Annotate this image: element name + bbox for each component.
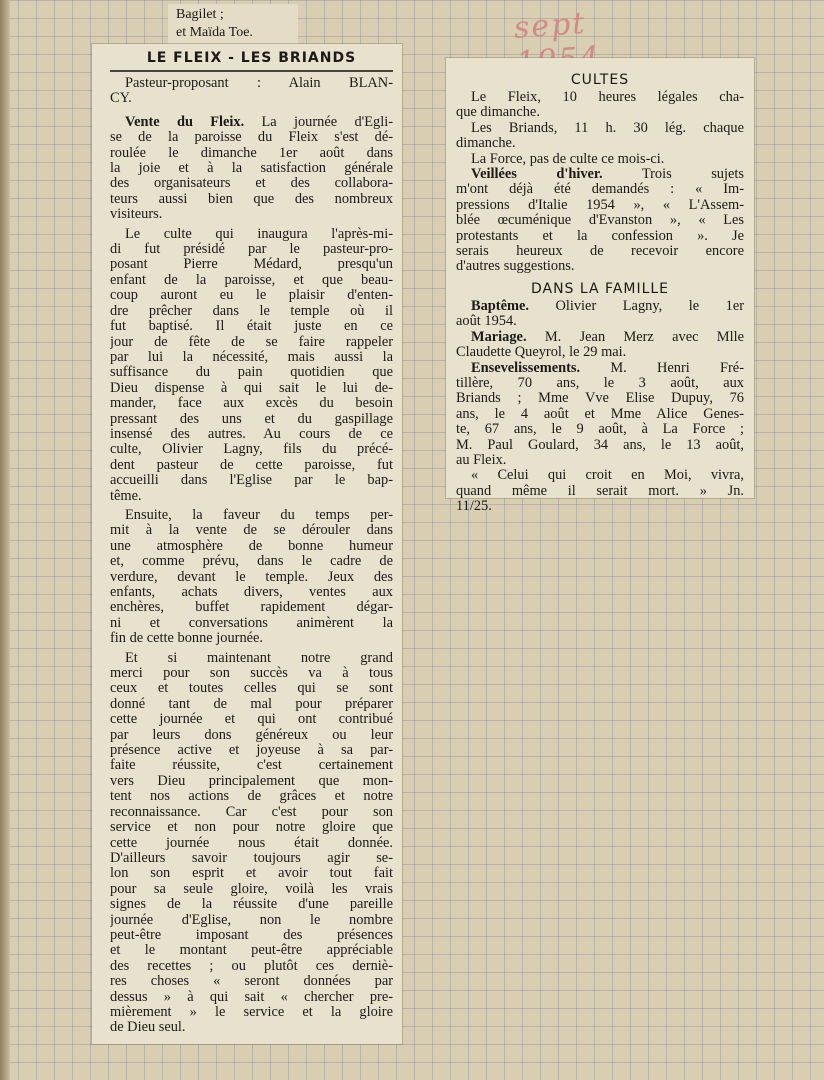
text-line: des organisateurs et des collabora- bbox=[110, 176, 393, 192]
mariage-first-line bbox=[456, 330, 744, 345]
famille-body bbox=[456, 299, 744, 515]
paragraph-1 bbox=[110, 130, 393, 226]
text-line: mièrement » le service et la gloire bbox=[110, 1004, 393, 1020]
text-line: ni et conversations animèrent la bbox=[110, 615, 393, 631]
text-line: te, 67 ans, le 9 août, à La Force ; bbox=[456, 422, 744, 438]
text-line: Le Fleix, 10 heures légales cha- bbox=[471, 90, 744, 105]
text-line: peut-être imposant des présences bbox=[110, 927, 393, 943]
text-line: enfants, achats divers, ventes aux bbox=[110, 585, 393, 600]
text-line: ans, le 4 août et Mme Alice Genes- bbox=[456, 406, 744, 422]
text-line: accueilli dans l'Eglise par le bap- bbox=[110, 473, 393, 489]
text-line: verdure, devant le temple. Jeux des bbox=[110, 569, 393, 585]
text-line: dre prêcher dans le temple où il bbox=[110, 303, 393, 319]
text-line: dimanche. bbox=[456, 136, 516, 152]
text-line: roulée le dimanche 1er août dans bbox=[110, 145, 393, 161]
paragraph-2 bbox=[110, 227, 393, 508]
text-line: Les Briands, 11 h. 30 lég. chaque bbox=[471, 120, 744, 136]
text-line: Ensuite, la faveur du temps per- bbox=[125, 507, 393, 523]
mariage-paragraph bbox=[456, 345, 744, 360]
article-title: LE FLEIX - LES BRIANDS bbox=[146, 50, 357, 66]
paragraph-lead: Veillées d'hiver. bbox=[471, 167, 603, 183]
bapteme-first-line bbox=[456, 299, 744, 314]
text-line: et, comme prévu, dans le cadre de bbox=[110, 554, 393, 570]
text-line: res choses « seront données par bbox=[110, 974, 393, 990]
text-line: une atmosphère de bonne humeur bbox=[110, 538, 393, 554]
text-line: di fut présidé par le pasteur-pro- bbox=[110, 242, 393, 258]
veillees-first-line bbox=[456, 167, 744, 182]
text-line: de Dieu seul. bbox=[110, 1020, 186, 1036]
paragraph-lead: Ensevelissements. bbox=[471, 360, 581, 376]
text-line: La Force, pas de culte ce mois-ci. bbox=[471, 151, 665, 167]
text-line: se de la paroisse du Fleix s'est dé- bbox=[110, 130, 393, 146]
text-line: quand même il serait mort. » Jn. bbox=[456, 483, 744, 499]
text-line: Claudette Queyrol, le 29 mai. bbox=[456, 345, 627, 361]
paragraph-1-first-line bbox=[110, 115, 393, 130]
text-line: pressant des uns et du gaspillage bbox=[110, 411, 393, 427]
text-line: enfant de la paroisse, et que beau- bbox=[110, 272, 393, 288]
header-clipping bbox=[168, 4, 298, 44]
text-line: vers Dieu principalement que mon- bbox=[110, 773, 393, 789]
text-line: journée d'Eglise, non le nombre bbox=[110, 912, 393, 928]
text-line: cette journée et qui ont contribué bbox=[110, 712, 393, 728]
paragraph-lead: Vente du Fleix. bbox=[125, 114, 245, 130]
text-line: enchères, buffet rapidement dégar- bbox=[110, 600, 393, 616]
text-line: « Celui qui croit en Moi, vivra, bbox=[471, 468, 744, 484]
section-title-cultes: CULTES bbox=[570, 72, 630, 88]
text-line: serais heureux de recevoir encore bbox=[456, 244, 744, 260]
paragraph-text: Olivier Lagny, le 1er bbox=[528, 298, 744, 314]
text-line: au Fleix. bbox=[456, 452, 507, 468]
text-line: fut baptisé. Il était juste en ce bbox=[110, 319, 393, 335]
text-line: présence active et joyeuse à sa par- bbox=[110, 743, 393, 759]
text-line: visiteurs. bbox=[110, 207, 163, 223]
text-line: des recettes ; ou plutôt ces derniè- bbox=[110, 958, 393, 974]
scripture-quote bbox=[456, 468, 744, 514]
text-line: tent nos actions de grâces et notre bbox=[110, 789, 393, 805]
text-line: faite réussite, c'est certainement bbox=[110, 758, 393, 774]
paragraph-4 bbox=[110, 651, 393, 1036]
text-line: pressions d'Italie 1954 », « L'Assem- bbox=[456, 197, 744, 213]
text-line: D'ailleurs savoir toujours agir se- bbox=[110, 850, 393, 866]
text-line: par lui la nécessité, mais aussi la bbox=[110, 349, 393, 365]
ensevelissements-paragraph bbox=[456, 376, 744, 468]
text-line: d'autres suggestions. bbox=[456, 259, 575, 275]
text-line: m'ont déjà été demandés : « Im- bbox=[456, 182, 744, 198]
text-line: blée œcuménique d'Evanston », « Les bbox=[456, 213, 744, 229]
header-line: Bagilet ; bbox=[176, 7, 224, 22]
paragraph-3 bbox=[110, 508, 393, 651]
text-line: dent pasteur de cette paroisse, fut bbox=[110, 457, 393, 473]
text-line: service et non pour notre gloire que bbox=[110, 820, 393, 836]
text-line: reconnaissance. Car c'est pour son bbox=[110, 804, 393, 820]
cultes-list bbox=[456, 90, 744, 167]
text-line: pour sa seule gloire, voilà les vrais bbox=[110, 881, 393, 897]
text-line: merci pour son succès va à tous bbox=[110, 666, 393, 682]
text-line: la joie et à la satisfaction générale bbox=[110, 161, 393, 177]
handwritten-date-note: sept bbox=[512, 5, 588, 46]
text-line: culte, Olivier Lagny, fils du précé- bbox=[110, 442, 393, 458]
text-line: Et si maintenant notre grand bbox=[125, 650, 393, 666]
text-line: lon son esprit et avoir tout fait bbox=[110, 866, 393, 882]
paragraph-text: M. Henri Fré- bbox=[580, 360, 744, 376]
text-line: mander, face aux excès du besoin bbox=[110, 396, 393, 412]
text-line: Le culte qui inaugura l'après-mi- bbox=[125, 226, 393, 242]
text-line: signes de la réussite d'une pareille bbox=[110, 897, 393, 913]
subtitle-line: CY. bbox=[110, 91, 132, 107]
text-line: protestants et la confession ». Je bbox=[456, 228, 744, 244]
text-line: suffisance du pain quotidien que bbox=[110, 365, 393, 381]
text-line: donné tant de mal pour préparer bbox=[110, 696, 393, 712]
text-line: teurs aussi bien que des nombreux bbox=[110, 191, 393, 207]
bapteme-paragraph bbox=[456, 314, 744, 329]
text-line: et le montant peut-être appréciable bbox=[110, 943, 393, 959]
text-line: M. Paul Goulard, 34 ans, le 13 août, bbox=[456, 437, 744, 453]
text-line: cette journée nous était donnée. bbox=[110, 835, 393, 851]
paragraph-lead: Baptême. bbox=[471, 298, 529, 314]
text-line: tême. bbox=[110, 488, 142, 504]
text-line: coup auront eu le plaisir d'enten- bbox=[110, 288, 393, 304]
article-body bbox=[110, 76, 393, 1036]
notebook-page-edge bbox=[0, 0, 10, 1080]
cultes-body bbox=[456, 90, 744, 275]
paragraph-text: La journée d'Egli- bbox=[244, 114, 393, 130]
veillees-paragraph bbox=[456, 182, 744, 274]
text-line: 11/25. bbox=[456, 499, 492, 515]
text-line: posant Pierre Médard, presqu'un bbox=[110, 257, 393, 273]
enseve-first-line bbox=[456, 361, 744, 376]
text-line: ceux et toutes celles qui se sont bbox=[110, 681, 393, 697]
text-line: mit à la vente de se dérouler dans bbox=[110, 523, 393, 539]
paragraph-text: M. Jean Merz avec Mlle bbox=[526, 329, 744, 345]
text-line: insensé des autres. Au cours de ce bbox=[110, 426, 393, 442]
title-rule bbox=[110, 70, 393, 72]
text-line: Briands ; Mme Vve Elise Dupuy, 76 bbox=[456, 391, 744, 407]
paragraph-lead: Mariage. bbox=[471, 329, 527, 345]
left-newspaper-clipping bbox=[92, 44, 402, 1044]
text-line: dessus » à qui sait « chercher pre- bbox=[110, 989, 393, 1005]
text-line: fin de cette bonne journée. bbox=[110, 631, 264, 647]
text-line: par leurs dons généreux ou leur bbox=[110, 727, 393, 743]
text-line: que dimanche. bbox=[456, 105, 540, 121]
subtitle-line: Pasteur-proposant : Alain BLAN- bbox=[125, 76, 393, 91]
section-title-famille: DANS LA FAMILLE bbox=[530, 280, 670, 297]
header-line: et Maïda Toe. bbox=[176, 25, 253, 40]
text-line: Dieu dispense à qui sait le lui de- bbox=[110, 380, 393, 396]
text-line: août 1954. bbox=[456, 314, 517, 330]
text-line: jour de fête de se faire rappeler bbox=[110, 334, 393, 350]
paragraph-text: Trois sujets bbox=[602, 167, 744, 183]
right-newspaper-clipping bbox=[446, 58, 754, 515]
text-line: tillère, 70 ans, le 3 août, aux bbox=[456, 375, 744, 391]
